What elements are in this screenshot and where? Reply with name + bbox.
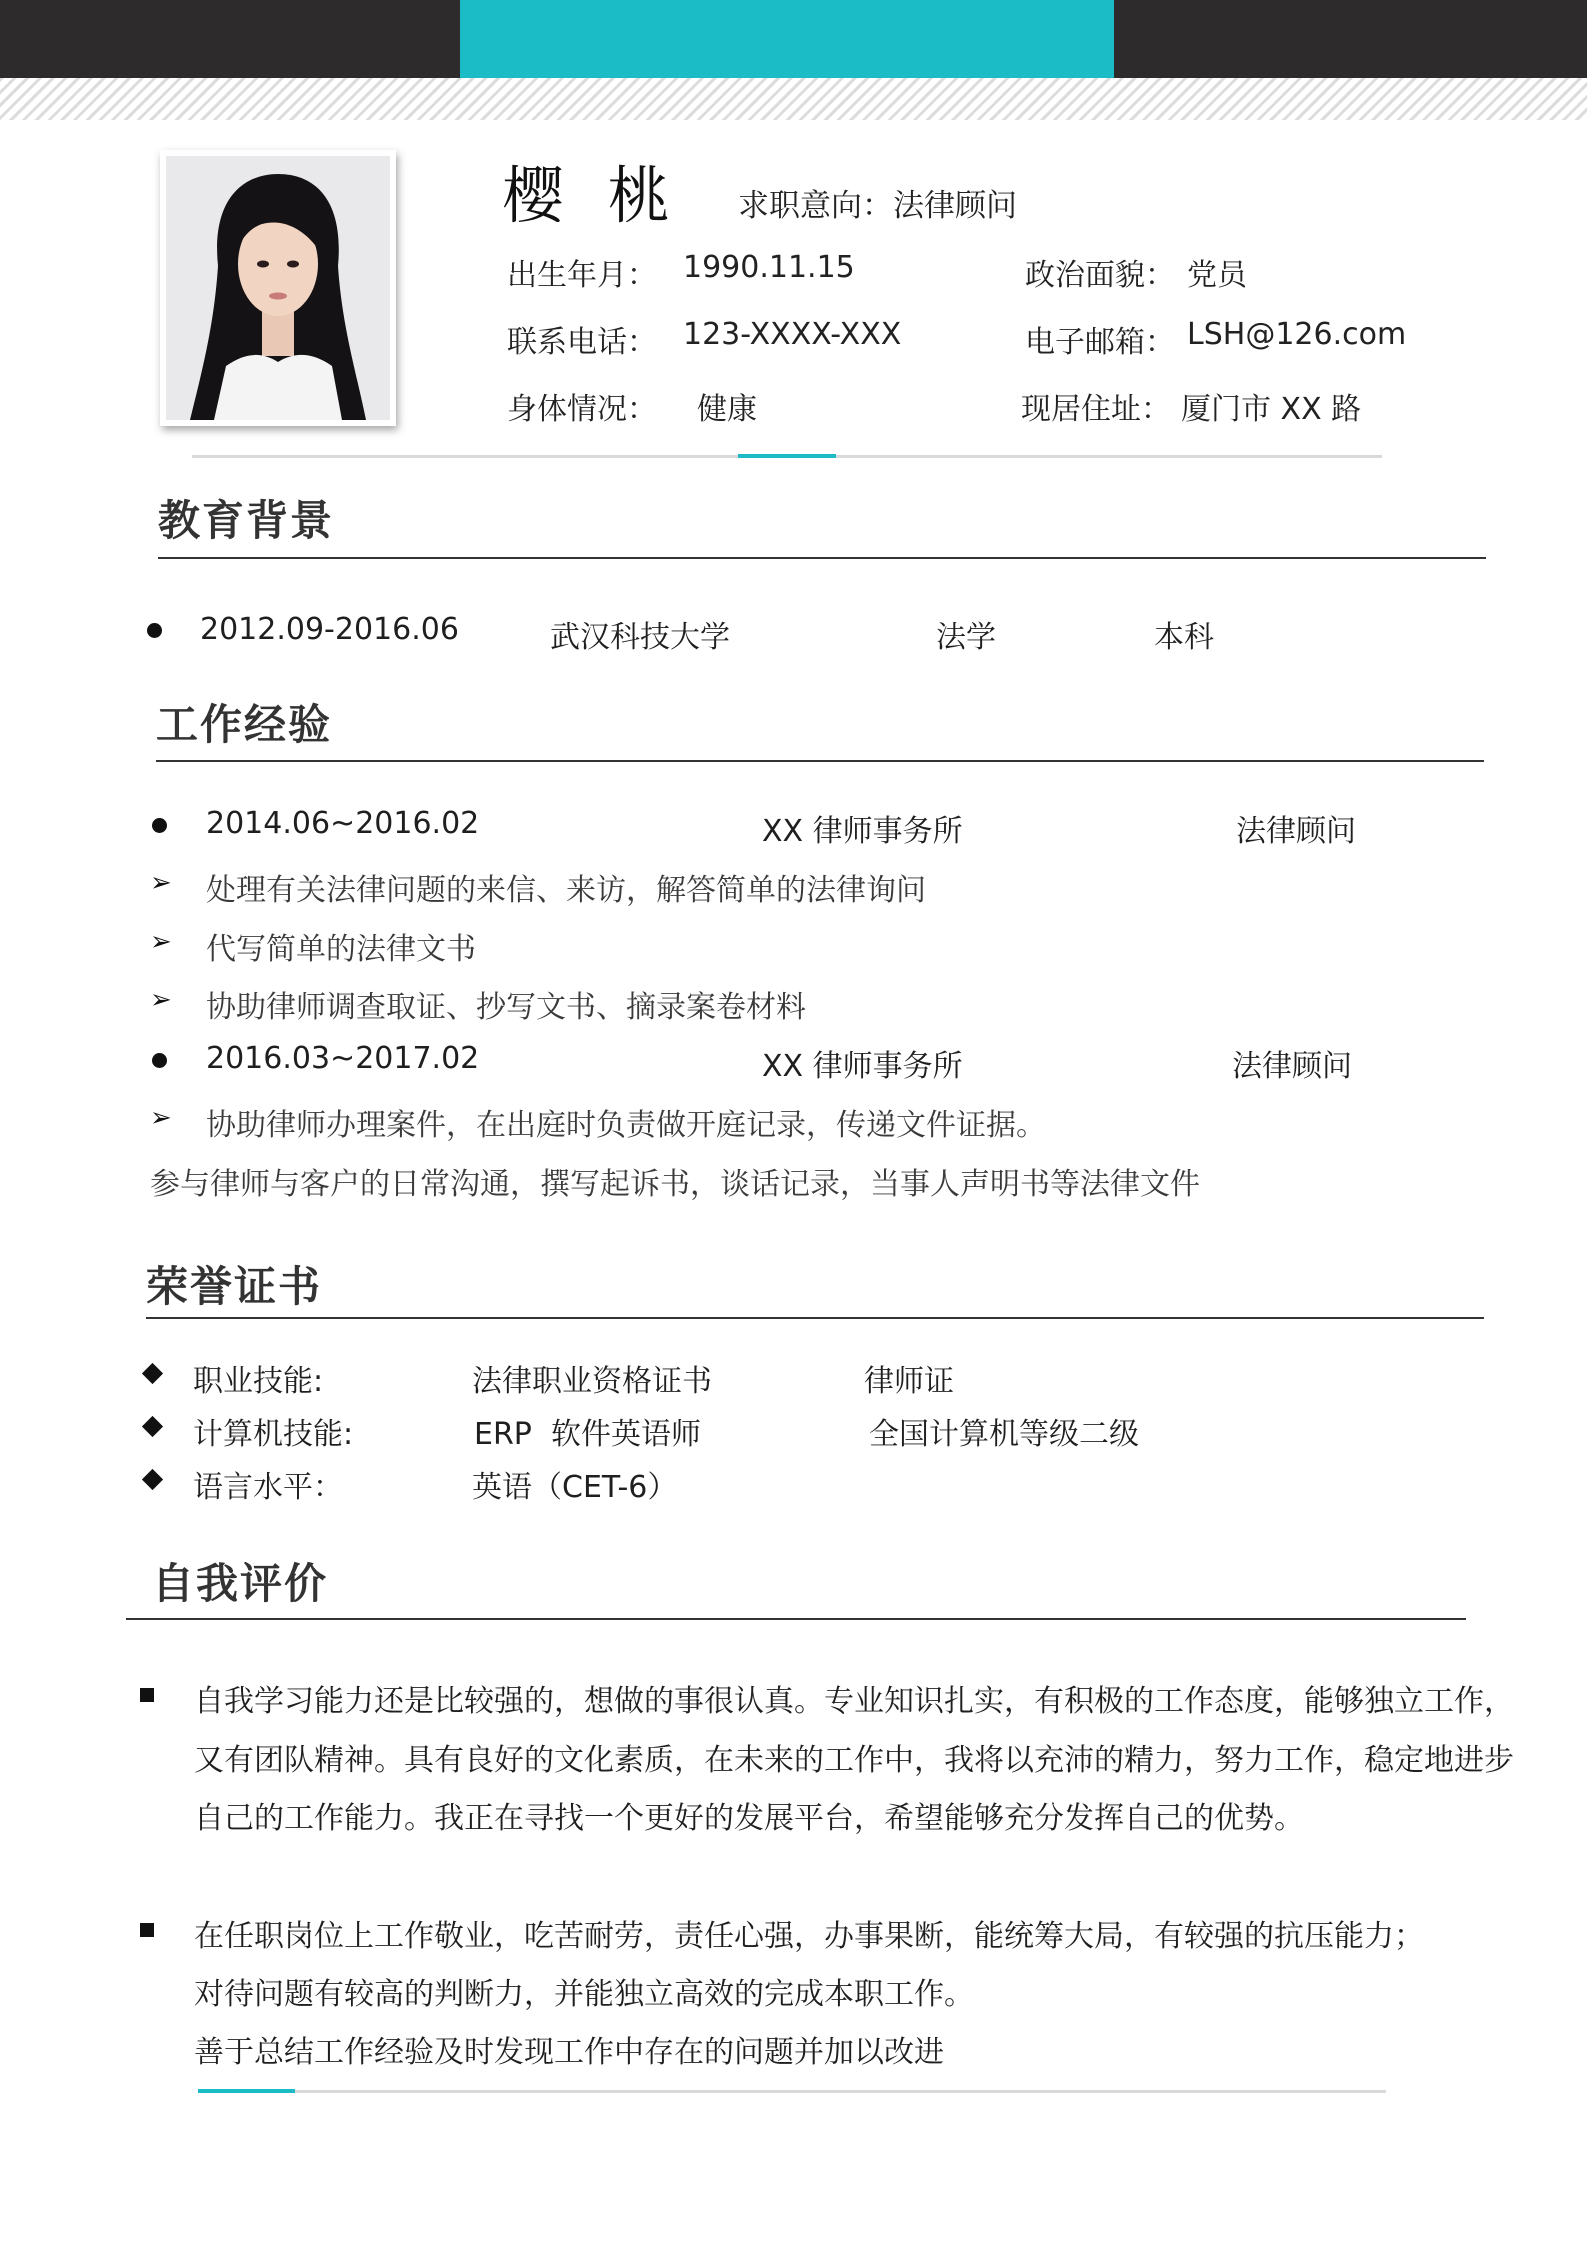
bullet-arrow-icon: ➢ [150,985,172,1015]
job1-company: XX 律师事务所 [762,814,963,849]
self-eval-line: 又有团队精神。具有良好的文化素质，在未来的工作中，我将以充沛的精力，努力工作，稳定地进步 [194,1743,1514,1778]
bullet-arrow-icon: ➢ [150,868,172,898]
job2-extra: 参与律师与客户的日常沟通，撰写起诉书，谈话记录，当事人声明书等法律文件 [150,1167,1200,1202]
job2-company: XX 律师事务所 [762,1049,963,1084]
job1-duty: 处理有关法律问题的来信、来访，解答简单的法律询问 [206,873,926,908]
job1-role: 法律顾问 [1236,814,1356,849]
job2-role: 法律顾问 [1232,1049,1352,1084]
honors-rule [146,1317,1484,1319]
candidate-name: 樱 桃 [502,159,682,232]
bullet-diamond-icon [142,1363,163,1384]
address-value: 厦门市 XX 路 [1181,392,1362,427]
honor-label: 语言水平： [193,1470,343,1505]
honor-label: 计算机技能: [193,1417,354,1452]
self-eval-line: 自己的工作能力。我正在寻找一个更好的发展平台，希望能够充分发挥自己的优势。 [194,1801,1304,1836]
email-value: LSH@126.com [1187,317,1407,352]
bullet-square-icon [140,1688,154,1702]
education-rule [158,557,1486,559]
honors-title: 荣誉证书 [146,1262,323,1311]
edu-school: 武汉科技大学 [550,620,730,655]
honor-item: 法律职业资格证书 [472,1364,712,1399]
phone-label: 联系电话： [507,325,657,360]
footer-divider-accent [198,2089,295,2093]
edu-degree: 本科 [1154,620,1214,655]
self-eval-rule [126,1618,1466,1620]
work-title: 工作经验 [156,700,333,749]
work-rule [156,760,1484,762]
header-divider-accent [738,454,836,458]
education-title: 教育背景 [158,496,335,545]
self-eval-title: 自我评价 [152,1559,329,1608]
politics-value: 党员 [1187,258,1247,293]
phone-value: 123-XXXX-XXX [683,317,902,352]
job1-period: 2014.06~2016.02 [206,806,480,841]
health-value: 健康 [697,392,757,427]
edu-major: 法学 [936,620,996,655]
bullet-arrow-icon: ➢ [150,927,172,957]
job2-period: 2016.03~2017.02 [206,1041,480,1076]
top-bar-accent [460,0,1114,78]
bullet-diamond-icon [142,1469,163,1490]
self-eval-line: 善于总结工作经验及时发现工作中存在的问题并加以改进 [194,2035,944,2070]
footer-divider [198,2090,1386,2093]
stripe-band [0,78,1587,120]
job1-duty: 代写简单的法律文书 [206,932,476,967]
honor-item: 英语（CET-6） [472,1470,678,1505]
job1-duty: 协助律师调查取证、抄写文书、摘录案卷材料 [206,990,806,1025]
bullet-dot-icon [147,623,162,638]
honor-item: 全国计算机等级二级 [869,1417,1139,1452]
bullet-dot-icon [152,818,167,833]
bullet-diamond-icon [142,1416,163,1437]
profile-photo [160,150,396,426]
honor-item: 律师证 [864,1364,954,1399]
politics-label: 政治面貌： [1025,258,1175,293]
job-intent: 求职意向：法律顾问 [738,188,1017,224]
bullet-arrow-icon: ➢ [150,1103,172,1133]
bullet-square-icon [140,1923,154,1937]
bullet-dot-icon [152,1053,167,1068]
job2-duty: 协助律师办理案件，在出庭时负责做开庭记录，传递文件证据。 [206,1108,1046,1143]
health-label: 身体情况： [507,392,657,427]
birth-label: 出生年月： [507,258,657,293]
honor-label: 职业技能: [193,1364,324,1399]
email-label: 电子邮箱： [1025,325,1175,360]
birth-value: 1990.11.15 [683,250,855,285]
address-label: 现居住址： [1021,392,1171,427]
self-eval-line: 在任职岗位上工作敬业，吃苦耐劳，责任心强，办事果断，能统筹大局，有较强的抗压能力； [194,1919,1424,1954]
self-eval-line: 对待问题有较高的判断力，并能独立高效的完成本职工作。 [194,1977,974,2012]
edu-period: 2012.09-2016.06 [200,612,459,647]
self-eval-line: 自我学习能力还是比较强的，想做的事很认真。专业知识扎实，有积极的工作态度，能够独立工作， [194,1684,1514,1719]
honor-item: ERP 软件英语师 [474,1417,701,1452]
